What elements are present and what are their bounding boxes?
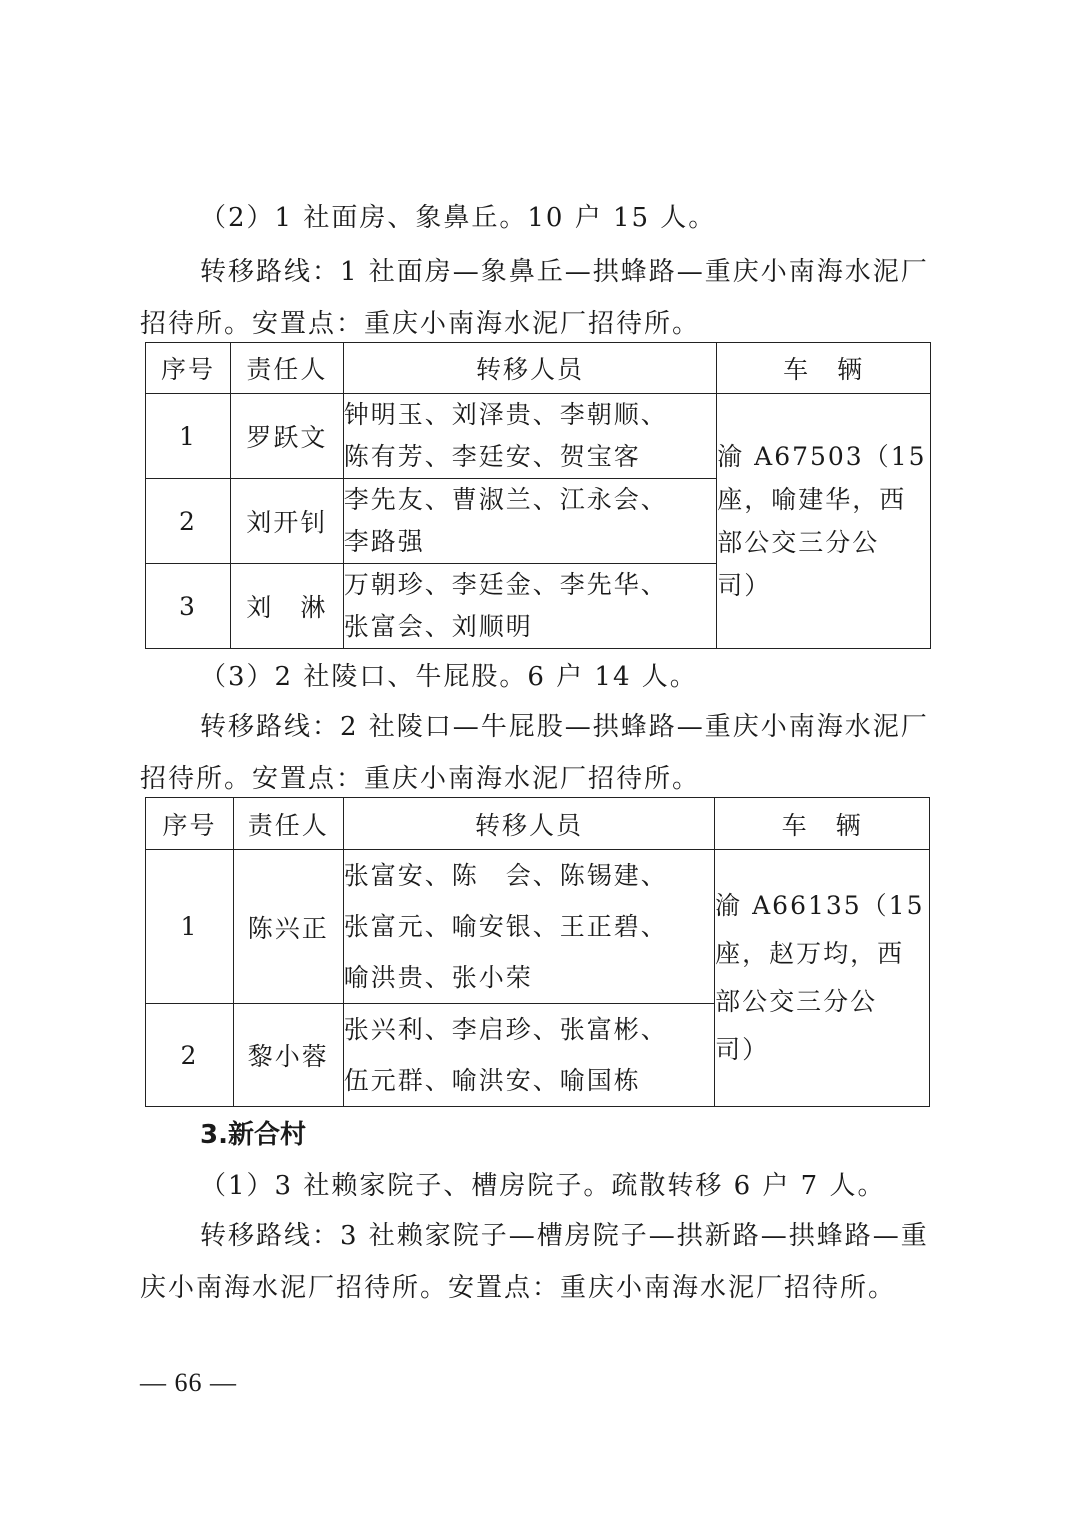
row-no: 1	[146, 850, 234, 1004]
header-person: 责任人	[230, 343, 343, 394]
section3-heading: （3）2 社陵口、牛屁股。6 户 14 人。	[200, 662, 698, 692]
row-no: 2	[146, 1004, 234, 1107]
people-line: 万朝珍、李廷金、李先华、	[343, 570, 668, 599]
people-line: 陈有芳、李廷安、贺宝客	[343, 442, 641, 471]
section2-route-line1: 转移路线：1 社面房—象鼻丘—拱蜂路—重庆小南海水泥厂	[200, 257, 929, 287]
people-line: 钟明玉、刘泽贵、李朝顺、	[343, 400, 668, 429]
header-vehicle: 车 辆	[715, 798, 930, 850]
vehicle-cell	[717, 394, 931, 649]
vehicle-line: 渝 A66135（15	[715, 891, 925, 920]
people-line: 喻洪贵、张小荣	[343, 963, 533, 992]
header-person: 责任人	[233, 798, 343, 850]
people-line: 张富元、喻安银、王正碧、	[343, 912, 668, 941]
row-no: 2	[146, 479, 231, 564]
table-header-row	[146, 798, 930, 850]
table-row	[146, 850, 930, 1004]
header-no: 序号	[146, 798, 234, 850]
vehicle-line: 司）	[717, 571, 772, 600]
row-person: 刘开钊	[230, 479, 343, 564]
row-no: 1	[146, 394, 231, 479]
row-people	[343, 479, 716, 564]
row-people	[343, 394, 716, 479]
row-person: 罗跃文	[230, 394, 343, 479]
row-person: 黎小蓉	[233, 1004, 343, 1107]
vehicle-line: 部公交三分公	[717, 528, 880, 557]
village3-title: 3.新合村	[200, 1120, 306, 1150]
people-line: 张富会、刘顺明	[343, 612, 533, 641]
village3-route-line2: 庆小南海水泥厂招待所。安置点：重庆小南海水泥厂招待所。	[140, 1273, 897, 1303]
section2-table	[145, 342, 931, 649]
section3-route-line1: 转移路线：2 社陵口—牛屁股—拱蜂路—重庆小南海水泥厂	[200, 712, 929, 742]
header-no: 序号	[146, 343, 231, 394]
section2-heading: （2）1 社面房、象鼻丘。10 户 15 人。	[200, 203, 717, 233]
vehicle-cell	[715, 850, 930, 1107]
vehicle-line: 部公交三分公	[715, 987, 878, 1016]
header-vehicle: 车 辆	[717, 343, 931, 394]
village3-sub1-heading: （1）3 社赖家院子、槽房院子。疏散转移 6 户 7 人。	[200, 1171, 886, 1201]
people-line: 张富安、陈 会、陈锡建、	[343, 861, 668, 890]
section3-table	[145, 797, 930, 1107]
row-people	[343, 1004, 714, 1107]
people-line: 张兴利、李启珍、张富彬、	[343, 1015, 668, 1044]
row-people	[343, 564, 716, 649]
village3-route-line1: 转移路线：3 社赖家院子—槽房院子—拱新路—拱蜂路—重	[200, 1221, 929, 1251]
row-people	[343, 850, 714, 1004]
header-people: 转移人员	[343, 343, 716, 394]
section3-route-line2: 招待所。安置点：重庆小南海水泥厂招待所。	[140, 764, 701, 794]
table-row	[146, 394, 931, 479]
vehicle-line: 座，赵万均，西	[715, 939, 905, 968]
people-line: 李路强	[343, 527, 425, 556]
people-line: 伍元群、喻洪安、喻国栋	[343, 1066, 641, 1095]
vehicle-line: 座，喻建华，西	[717, 485, 907, 514]
vehicle-line: 渝 A67503（15	[717, 442, 927, 471]
row-person: 陈兴正	[233, 850, 343, 1004]
table-header-row	[146, 343, 931, 394]
header-people: 转移人员	[343, 798, 714, 850]
vehicle-line: 司）	[715, 1035, 770, 1064]
row-person: 刘 淋	[230, 564, 343, 649]
page-number: — 66 —	[140, 1368, 237, 1397]
section2-route-line2: 招待所。安置点：重庆小南海水泥厂招待所。	[140, 309, 701, 339]
people-line: 李先友、曹淑兰、江永会、	[343, 485, 668, 514]
row-no: 3	[146, 564, 231, 649]
